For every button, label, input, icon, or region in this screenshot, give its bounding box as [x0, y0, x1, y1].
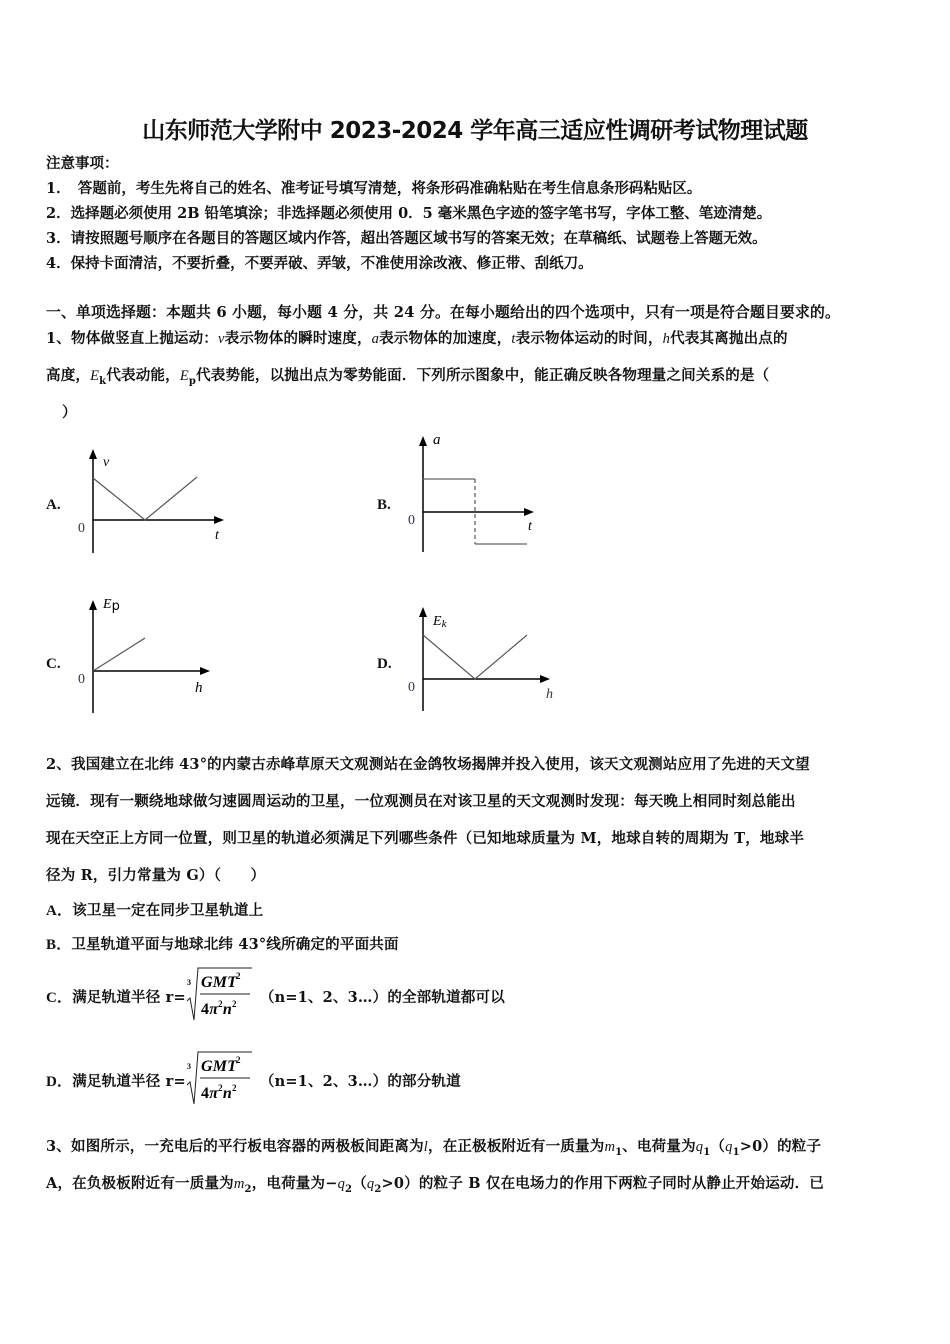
var-m1: m: [604, 1139, 616, 1155]
x-axis-label: t: [215, 528, 219, 543]
option-label: C．: [46, 989, 73, 1006]
var-Ep: E: [179, 368, 189, 384]
y-axis-label: Ep: [103, 597, 120, 614]
var-q2: q: [337, 1176, 346, 1192]
q2-option-b[interactable]: [46, 933, 399, 954]
cube-root-formula: [186, 1049, 252, 1111]
svg-text:3: 3: [186, 1062, 192, 1071]
q1-text: 代表其离抛出点的: [670, 330, 788, 347]
var-l: l: [423, 1139, 429, 1155]
q1-text: 表示物体的加速度，: [379, 330, 512, 347]
graph-c-ep-h: [70, 590, 230, 720]
answer-bracket-close: ）: [62, 404, 77, 421]
section-heading: 一、单项选择题：本题共 6 小题，每小题 4 分，共 24 分。在每小题给出的四个选项中，只有一项是符合题目要求的。: [46, 304, 840, 321]
option-text: 该卫星一定在同步卫星轨道上: [72, 902, 264, 919]
var-q2: q: [366, 1176, 375, 1192]
origin-label: 0: [408, 513, 415, 528]
origin-label: 0: [78, 521, 85, 536]
note-item-1: 1． 答题前，考生先将自己的姓名、准考证号填写清楚，将条形码准确粘贴在考生信息条形码粘贴区。: [46, 180, 702, 197]
graph-b-a-t: [400, 428, 550, 558]
question-2-line-4: 径为 R，引力常量为 G）（ ）: [46, 867, 266, 884]
option-text: 满足轨道半径 r=: [72, 1072, 186, 1090]
q2-option-a[interactable]: [46, 899, 263, 920]
subscript: 2: [374, 1183, 382, 1195]
svg-text:2: 2: [235, 971, 241, 981]
q3-text: 、电荷量为: [622, 1138, 696, 1155]
svg-text:3: 3: [186, 978, 192, 987]
q1-text: 高度，: [46, 367, 91, 384]
var-t: t: [511, 331, 516, 347]
question-1-line-2: [46, 364, 769, 387]
page-title: 山东师范大学附中 2023-2024 学年高三适应性调研考试物理试题: [142, 118, 808, 144]
q3-text: ，电荷量为−: [251, 1175, 338, 1192]
option-label: D．: [46, 1073, 73, 1090]
option-text: （n=1、2、3…）的全部轨道都可以: [259, 988, 505, 1006]
q3-text: （: [352, 1175, 367, 1192]
question-2-line-2: 远镜．现有一颗绕地球做匀速圆周运动的卫星，一位观测员在对该卫星的天文观测时发现：每天晚上相同时刻总能出: [46, 793, 796, 810]
option-text: 满足轨道半径 r=: [72, 988, 186, 1006]
q1-text: 表示物体的瞬时速度，: [224, 330, 372, 347]
q3-text: 3、如图所示，一充电后的平行板电容器的两极板间距离为: [46, 1138, 424, 1155]
option-d-label[interactable]: D.: [377, 656, 392, 672]
q3-text: >0）的粒子 B 仅在电场力的作用下两粒子同时从静止开始运动．已: [381, 1175, 825, 1192]
notes-heading: 注意事项：: [46, 155, 119, 172]
x-axis-label: t: [528, 519, 532, 534]
note-item-4: 4．保持卡面清洁，不要折叠，不要弄破、弄皱，不准使用涂改液、修正带、刮纸刀。: [46, 255, 593, 272]
svg-text:4π2n2: $4\pi^2n^2$: [200, 1083, 237, 1102]
var-h: h: [662, 331, 671, 347]
graph-d-ek-h: [400, 603, 565, 715]
x-axis-label: h: [195, 680, 203, 696]
svg-text:GMT: GMT: [200, 974, 238, 991]
option-label: B．: [46, 937, 72, 953]
question-1-line-1: [46, 327, 788, 348]
option-a-label[interactable]: A.: [46, 497, 61, 513]
cube-root-formula: [186, 965, 252, 1027]
var-q1: q: [695, 1139, 704, 1155]
question-2-line-3: 现在天空正上方同一位置，则卫星的轨道必须满足下列哪些条件（已知地球质量为 M，地球自转的周期为 T，地球半: [46, 830, 805, 847]
subscript-k: k: [99, 375, 107, 387]
var-Ek: E: [90, 368, 100, 384]
note-item-2: 2．选择题必须使用 2B 铅笔填涂；非选择题必须使用 0．5 毫米黑色字迹的签字笔书写，字体工整、笔迹清楚。: [46, 205, 772, 222]
option-c-label[interactable]: C.: [46, 656, 61, 672]
subscript: 1: [732, 1146, 740, 1158]
svg-text:GMT: GMT: [200, 1058, 238, 1075]
option-b-label[interactable]: B.: [377, 497, 391, 513]
note-item-3: 3．请按照题号顺序在各题目的答题区域内作答，超出答题区域书写的答案无效；在草稿纸、试题卷上答题无效。: [46, 230, 767, 247]
var-v: v: [218, 331, 225, 347]
q1-text: 代表势能，以抛出点为零势能面．下列所示图象中，能正确反映各物理量之间关系的是（: [196, 367, 770, 384]
subscript: 1: [615, 1146, 623, 1158]
svg-text:2: 2: [235, 1055, 241, 1065]
var-a: a: [371, 331, 380, 347]
option-text: （n=1、2、3…）的部分轨道: [259, 1072, 461, 1090]
var-m2: m: [233, 1176, 245, 1192]
y-axis-label: a: [433, 432, 441, 448]
option-text: 卫星轨道平面与地球北纬 43°线所确定的平面共面: [71, 936, 399, 953]
q3-text: ，在正极板附近有一质量为: [428, 1138, 605, 1155]
question-3-line-1: [46, 1135, 821, 1158]
q3-text: A，在负极板附近有一质量为: [46, 1175, 234, 1192]
y-axis-label: v: [103, 455, 110, 470]
question-2-line-1: 2、我国建立在北纬 43°的内蒙古赤峰草原天文观测站在金鸽牧场揭牌并投入使用，该天文观测站应用了先进的天文望: [46, 756, 810, 773]
q3-text: >0）的粒子: [739, 1138, 822, 1155]
graph-a-v-t: [70, 445, 240, 560]
q1-text: 1、物体做竖直上抛运动：: [46, 330, 218, 347]
x-axis-label: h: [546, 687, 553, 702]
origin-label: 0: [408, 680, 415, 695]
q2-option-c[interactable]: [46, 966, 505, 1026]
subscript-p: p: [188, 375, 197, 387]
q1-text: 代表动能，: [106, 367, 180, 384]
option-label: A．: [46, 903, 73, 919]
origin-label: 0: [78, 672, 85, 687]
subscript: 2: [345, 1183, 353, 1195]
q1-text: 表示物体运动的时间，: [515, 330, 663, 347]
var-q1: q: [725, 1139, 733, 1155]
svg-text:4π2n2: $4\pi^2n^2$: [200, 999, 237, 1018]
subscript: 1: [703, 1146, 711, 1158]
question-3-line-2: [46, 1172, 824, 1195]
q2-option-d[interactable]: [46, 1050, 461, 1110]
q3-text: （: [710, 1138, 726, 1155]
subscript: 2: [244, 1183, 252, 1195]
y-axis-label: Ek: [433, 614, 447, 630]
